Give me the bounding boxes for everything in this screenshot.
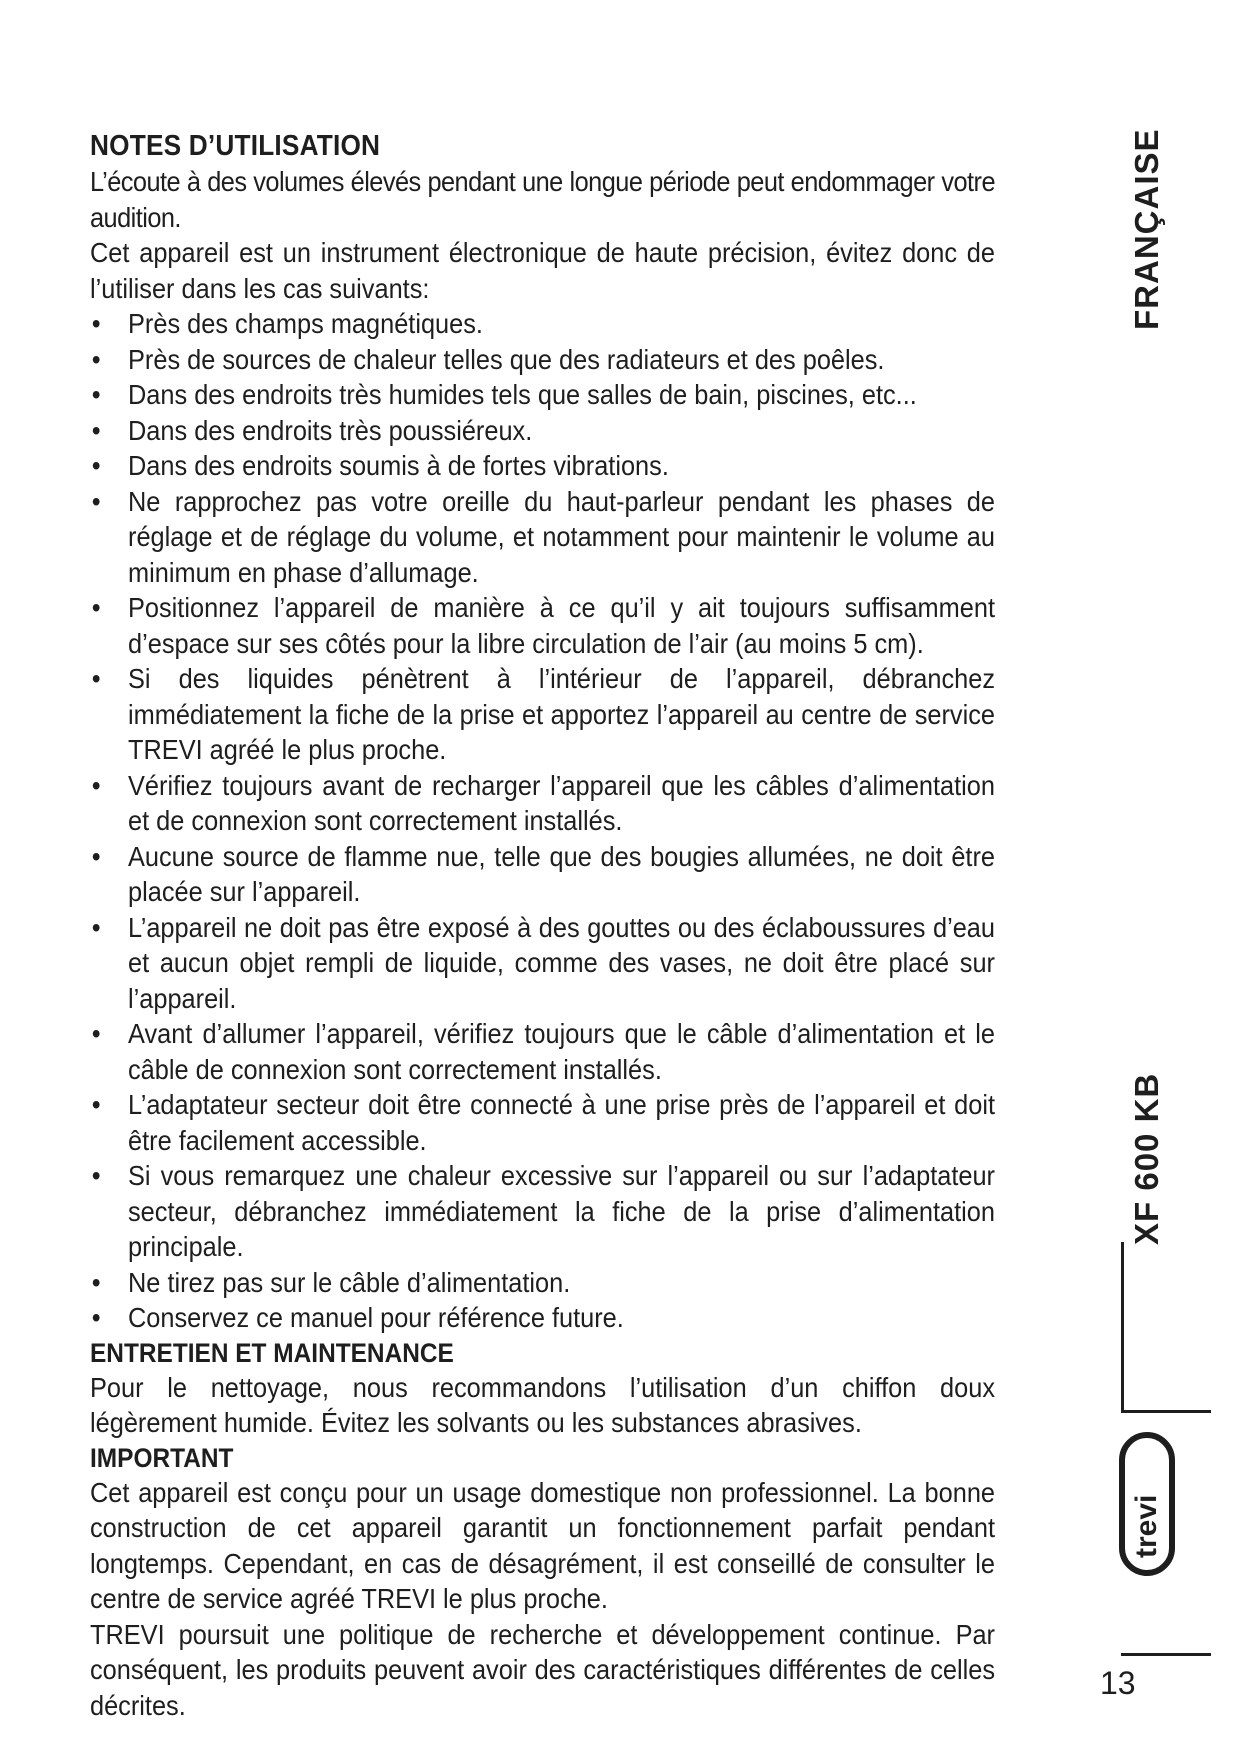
language-label: FRANÇAISE <box>1128 128 1165 330</box>
list-item: • Dans des endroits soumis à de fortes vibrations. <box>90 448 995 484</box>
list-item: • Dans des endroits très humides tels que salles de bain, piscines, etc... <box>90 377 995 413</box>
divider <box>1121 1242 1124 1410</box>
important-text-policy: TREVI poursuit une politique de recherche et développement continue. Par conséquent, les produits peuvent avoir des caractéristiques différentes de celles décrites. <box>90 1618 995 1721</box>
list-item: • Près des champs magnétiques. <box>90 306 995 342</box>
trevi-logo-icon <box>1119 1432 1175 1576</box>
list-item: • Dans des endroits très poussiéreux. <box>90 413 995 449</box>
usage-bullet-list <box>90 306 995 1336</box>
list-item: • Vérifiez toujours avant de recharger l’appareil que les câbles d’alimentation et de connexion sont correctement installés. <box>90 768 995 839</box>
section-title-usage: NOTES D’UTILISATION <box>90 130 381 162</box>
list-item: • L’appareil ne doit pas être exposé à des gouttes ou des éclaboussures d’eau et aucun objet rempli de liquide, comme des vases, ne doit être placé sur l’appareil. <box>90 910 995 1017</box>
usage-intro-hearing: L’écoute à des volumes élevés pendant une longue période peut endommager votre audition. <box>90 166 995 233</box>
list-item: • Ne rapprochez pas votre oreille du haut-parleur pendant les phases de réglage et de réglage du volume, et notamment pour maintenir le volume au minimum en phase d’allumage. <box>90 484 995 591</box>
maintenance-text: Pour le nettoyage, nous recommandons l’utilisation d’un chiffon doux légèrement humide. Évitez les solvants ou les substances abrasives. <box>90 1371 995 1438</box>
section-title-important: IMPORTANT <box>90 1442 234 1473</box>
list-item: • Ne tirez pas sur le câble d’alimentation. <box>90 1265 995 1301</box>
logo-text: trevi <box>1130 1494 1163 1558</box>
usage-intro-instrument: Cet appareil est un instrument électronique de haute précision, évitez donc de l’utiliser dans les cas suivants: <box>90 237 995 304</box>
main-content <box>90 128 995 1723</box>
list-item: • Si vous remarquez une chaleur excessive sur l’appareil ou sur l’adaptateur secteur, débranchez immédiatement la fiche de la prise d’alimentation principale. <box>90 1158 995 1265</box>
section-title-maintenance: ENTRETIEN ET MAINTENANCE <box>90 1337 454 1368</box>
list-item: • Aucune source de flamme nue, telle que des bougies allumées, ne doit être placée sur l’appareil. <box>90 839 995 910</box>
important-text-usage: Cet appareil est conçu pour un usage domestique non professionnel. La bonne construction de cet appareil garantit un fonctionnement parfait pendant longtemps. Cependant, en cas de désagrément, il est conseillé de consulter le centre de service agréé TREVI le plus proche. <box>90 1476 995 1614</box>
list-item: • L’adaptateur secteur doit être connecté à une prise près de l’appareil et doit être facilement accessible. <box>90 1087 995 1158</box>
list-item: • Conservez ce manuel pour référence future. <box>90 1300 995 1336</box>
trevi-logo <box>1119 1432 1175 1576</box>
list-item: • Positionnez l’appareil de manière à ce qu’il y ait toujours suffisamment d’espace sur ses côtés pour la libre circulation de l’air (au moins 5 cm). <box>90 590 995 661</box>
list-item: • Près de sources de chaleur telles que des radiateurs et des poêles. <box>90 342 995 378</box>
list-item: • Si des liquides pénètrent à l’intérieur de l’appareil, débranchez immédiatement la fiche de la prise et apportez l’appareil au centre de service TREVI agréé le plus proche. <box>90 661 995 768</box>
divider <box>1121 1653 1211 1656</box>
page-number: 13 <box>1100 1665 1136 1701</box>
divider <box>1121 1410 1211 1413</box>
list-item: • Avant d’allumer l’appareil, vérifiez toujours que le câble d’alimentation et le câble de connexion sont correctement installés. <box>90 1016 995 1087</box>
model-label: XF 600 KB <box>1128 1072 1165 1245</box>
